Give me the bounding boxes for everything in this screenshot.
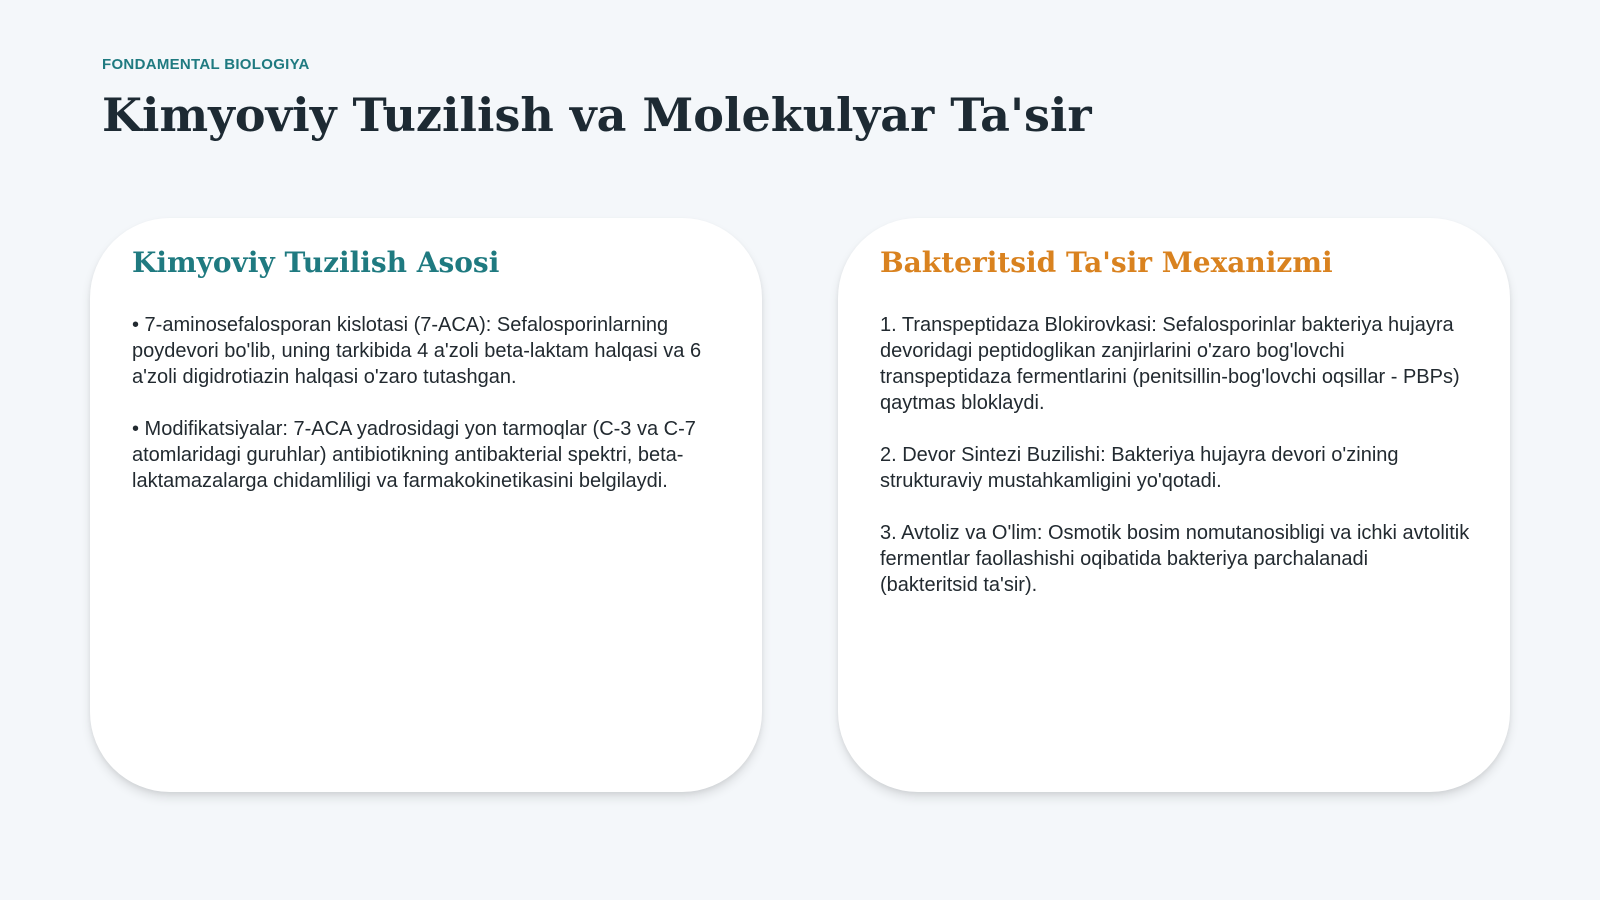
- mechanism-card: [838, 218, 1510, 792]
- chemical-structure-card: [90, 218, 762, 792]
- card-paragraph: 1. Transpeptidaza Blokirovkasi: Sefalosporinlar bakteriya hujayra devoridagi peptidoglikan zanjirlarini o'zaro bog'lovchi transpeptidaza fermentlarini (penitsillin-bog'lovchi oqsillar - PBPs) qaytmas bloklaydi.: [880, 313, 1460, 414]
- card-paragraph: • 7-aminosefalosporan kislotasi (7-ACA): Sefalosporinlarning poydevori bo'lib, uning tarkibida 4 a'zoli beta-laktam halqasi va 6 a'zoli digidrotiazin halqasi o'zaro tutashgan.: [132, 313, 702, 388]
- eyebrow-label: FONDAMENTAL BIOLOGIYA: [102, 56, 310, 73]
- card-title: Kimyoviy Tuzilish Asosi: [132, 246, 500, 279]
- card-paragraph: • Modifikatsiyalar: 7-ACA yadrosidagi yon tarmoqlar (C-3 va C-7 atomlaridagi guruhlar) antibiotikning antibakterial spektri, beta-laktamazalarga chidamliligi va farmakokinetikasini belgilaydi.: [132, 417, 696, 492]
- card-title: Bakteritsid Ta'sir Mexanizmi: [880, 246, 1333, 279]
- card-paragraph: 2. Devor Sintezi Buzilishi: Bakteriya hujayra devori o'zining strukturaviy mustahkamligini yo'qotadi.: [880, 443, 1399, 492]
- page-title: Kimyoviy Tuzilish va Molekulyar Ta'sir: [102, 88, 1092, 142]
- card-paragraph: 3. Avtoliz va O'lim: Osmotik bosim nomutanosibligi va ichki avtolitik fermentlar faollashishi oqibatida bakteriya parchalanadi (bakteritsid ta'sir).: [880, 521, 1470, 596]
